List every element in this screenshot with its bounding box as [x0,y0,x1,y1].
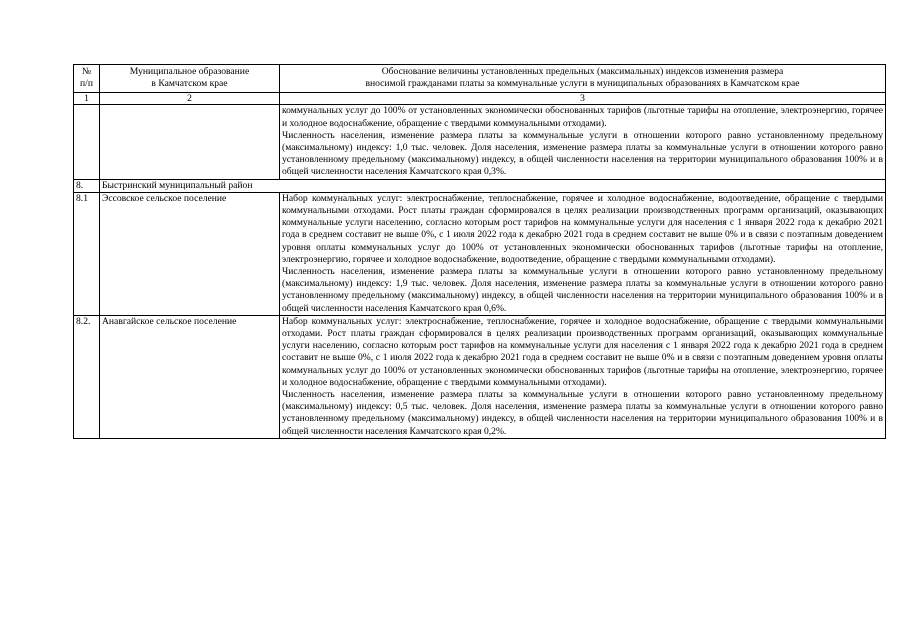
row-justification [280,192,886,315]
column-number-1: 1 [74,93,100,105]
continuation-municipality [100,105,280,179]
column-number-2: 2 [100,93,280,105]
row-number: 8.1 [74,192,100,315]
justification-paragraph: Численность населения, изменение размера платы за коммунальные услуги в отношении которого равно установленному предельному (максимальному) индексу: 1,9 тыс. человек. Доля населения, изменение размера платы за коммунальные услуги в отношении которого равно установленному предельному (максимальному) индексу, в общей численности населения на территории муниципального образования 100% и в общей численности населения Камчатского края 0,6%. [282,266,883,314]
justification-paragraph: Набор коммунальных услуг: электроснабжение, теплоснабжение, горячее и холодное водоснабжение, обращение с твердыми коммунальными отходами. Рост платы граждан сформировался в целях реализации производственных программ организаций, оказывающих коммунальные услуги населению, согласно которым рост тарифов на коммунальные услуги для населения с 1 января 2022 года к декабрю 2021 года в среднем составит не выше 0%, с 1 июля 2022 года к декабрю 2021 года в среднем составит не выше 0% и в связи с поэтапным доведением уровня оплаты коммунальных услуг до 100% от установленных экономически обоснованных тарифов (льготные тарифы на отопление, электроэнергию, горячее и холодное водоснабжение, обращение с твердыми коммунальными отходами). [282,315,883,388]
table-row-continuation [74,105,886,179]
justification-paragraph: Численность населения, изменение размера платы за коммунальные услуги в отношении которого равно установленному предельному (максимальному) индексу: 0,5 тыс. человек. Доля населения, изменение размера платы за коммунальные услуги в отношении которого равно установленному предельному (максимальному) индексу, в общей численности населения на территории муниципального образования 100% и в общей численности населения Камчатского края 0,2%. [282,389,883,437]
district-name: Быстринский муниципальный район [100,179,886,192]
table-row [74,315,886,438]
table-row-district [74,179,886,192]
justification-paragraph: Набор коммунальных услуг: электроснабжение, теплоснабжение, горячее и холодное водоснабжение, водоотведение, обращение с твердыми коммунальными отходами. Рост платы граждан сформировался в целях реализации производственных программ организаций, оказывающих коммунальные услуги населению, согласно которым рост тарифов на коммунальные услуги для населения с 1 января 2022 года к декабрю 2021 года в среднем составит не выше 0%, с 1 июля 2022 года к декабрю 2021 года в среднем составит не выше 0% и в связи с поэтапным доведением уровня оплаты коммунальных услуг до 100% от установленных экономически обоснованных тарифов (льготные тарифы на отопление, электроэнергию, горячее и холодное водоснабжение, водоотведение, обращение с твердыми коммунальными отходами). [282,192,883,265]
tariff-index-table [73,64,886,439]
table-row [74,192,886,315]
row-municipality: Эссовское сельское поселение [100,192,280,315]
continuation-paragraph: коммунальных услуг до 100% от установленных экономически обоснованных тарифов (льготные тарифы на отопление, электроэнергию, горячее и холодное водоснабжение, обращение с твердыми коммунальными отходами). [282,105,883,129]
continuation-number [74,105,100,179]
continuation-justification [280,105,886,179]
column-number-3: 3 [280,93,886,105]
row-number: 8.2. [74,315,100,438]
district-number: 8. [74,179,100,192]
header-municipality: Муниципальное образование в Камчатском крае [100,65,280,93]
row-municipality: Анавгайское сельское поселение [100,315,280,438]
header-number: № п/п [74,65,100,93]
column-number-row [74,93,886,105]
table-header-row [74,65,886,93]
continuation-paragraph: Численность населения, изменение размера платы за коммунальные услуги в отношении которого равно установленному предельному (максимальному) индексу: 1,0 тыс. человек. Доля населения, изменение размера платы за коммунальные услуги в отношении которого равно установленному предельному (максимальному) индексу, в общей численности населения на территории муниципального образования 100% и в общей численности населения Камчатского края 0,3%. [282,129,883,178]
header-justification: Обоснование величины установленных предельных (максимальных) индексов изменения размера вносимой гражданами платы за коммунальные услуги в муниципальных образованиях в Камчатском крае [280,65,886,93]
row-justification [280,315,886,438]
